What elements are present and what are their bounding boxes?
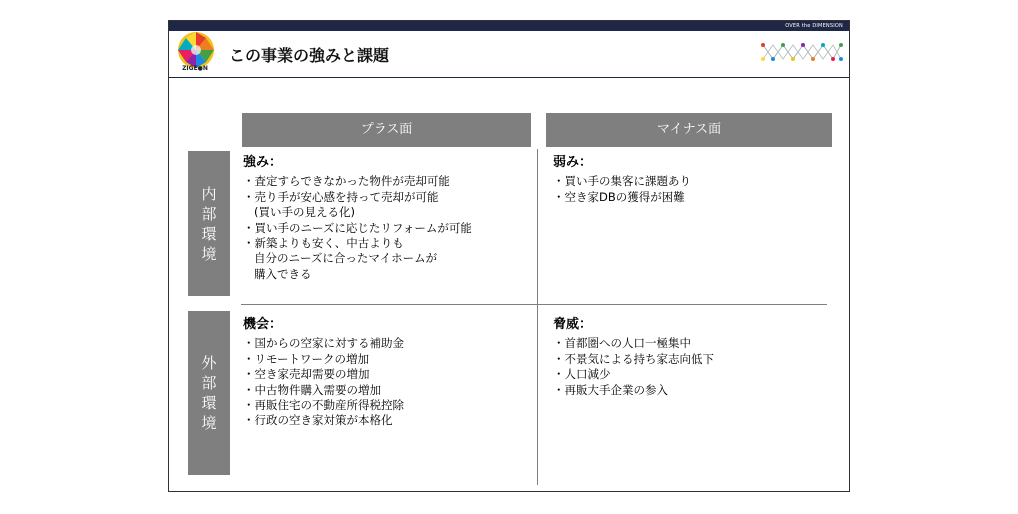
horizontal-divider [241,304,827,305]
list-item: ・国からの空家に対する補助金 [243,336,404,351]
weaknesses-title: 弱み： [553,155,593,170]
slide [168,20,850,492]
threats-title: 脅威： [553,317,593,332]
list-item: ・行政の空き家対策が本格化 [243,413,393,428]
column-header-plus: プラス面 [242,113,531,147]
list-item: ・不景気による持ち家志向低下 [553,351,714,366]
list-item: (買い手の見える化) [243,205,355,220]
opportunities-title: 機会： [243,317,283,332]
weaknesses-section [553,155,691,205]
list-item: ・空き家DBの獲得が困難 [553,189,685,204]
list-item: ・再販住宅の不動産所得税控除 [243,398,404,413]
logo-text: ZIGE●N [182,65,208,72]
column-header-minus: マイナス面 [546,113,832,147]
opportunities-section [243,317,404,429]
page-title: この事業の強みと課題 [229,46,390,65]
strengths-title: 強み： [243,155,283,170]
list-item: ・首都圏への人口一極集中 [553,336,691,351]
list-item: ・リモートワークの増加 [243,351,370,366]
list-item: ・売り手が安心感を持って売却が可能 [243,189,439,204]
tagline: OVER the DIMENSION [785,23,843,29]
row-label-internal-text: 内部環境 [201,184,217,263]
top-bar [169,21,849,31]
row-label-internal [188,151,230,296]
list-item: ・買い手の集客に課題あり [553,174,691,189]
threats-section [553,317,714,398]
list-item: 自分のニーズに合ったマイホームが [243,251,438,266]
row-label-external-text: 外部環境 [201,354,217,432]
dot-pattern-icon [761,39,843,65]
list-item: ・買い手のニーズに応じたリフォームが可能 [243,220,472,235]
list-item: ・査定すらできなかった物件が売却可能 [243,174,450,189]
list-item: 購入できる [243,266,312,281]
row-label-external [188,311,230,475]
list-item: ・再販大手企業の参入 [553,382,668,397]
list-item: ・中古物件購入需要の増加 [243,382,381,397]
title-divider [169,77,849,78]
list-item: ・空き家売却需要の増加 [243,367,370,382]
list-item: ・新築よりも安く、中古よりも [243,236,404,251]
list-item: ・人口減少 [553,367,611,382]
vertical-divider [537,149,538,485]
strengths-section [243,155,472,282]
